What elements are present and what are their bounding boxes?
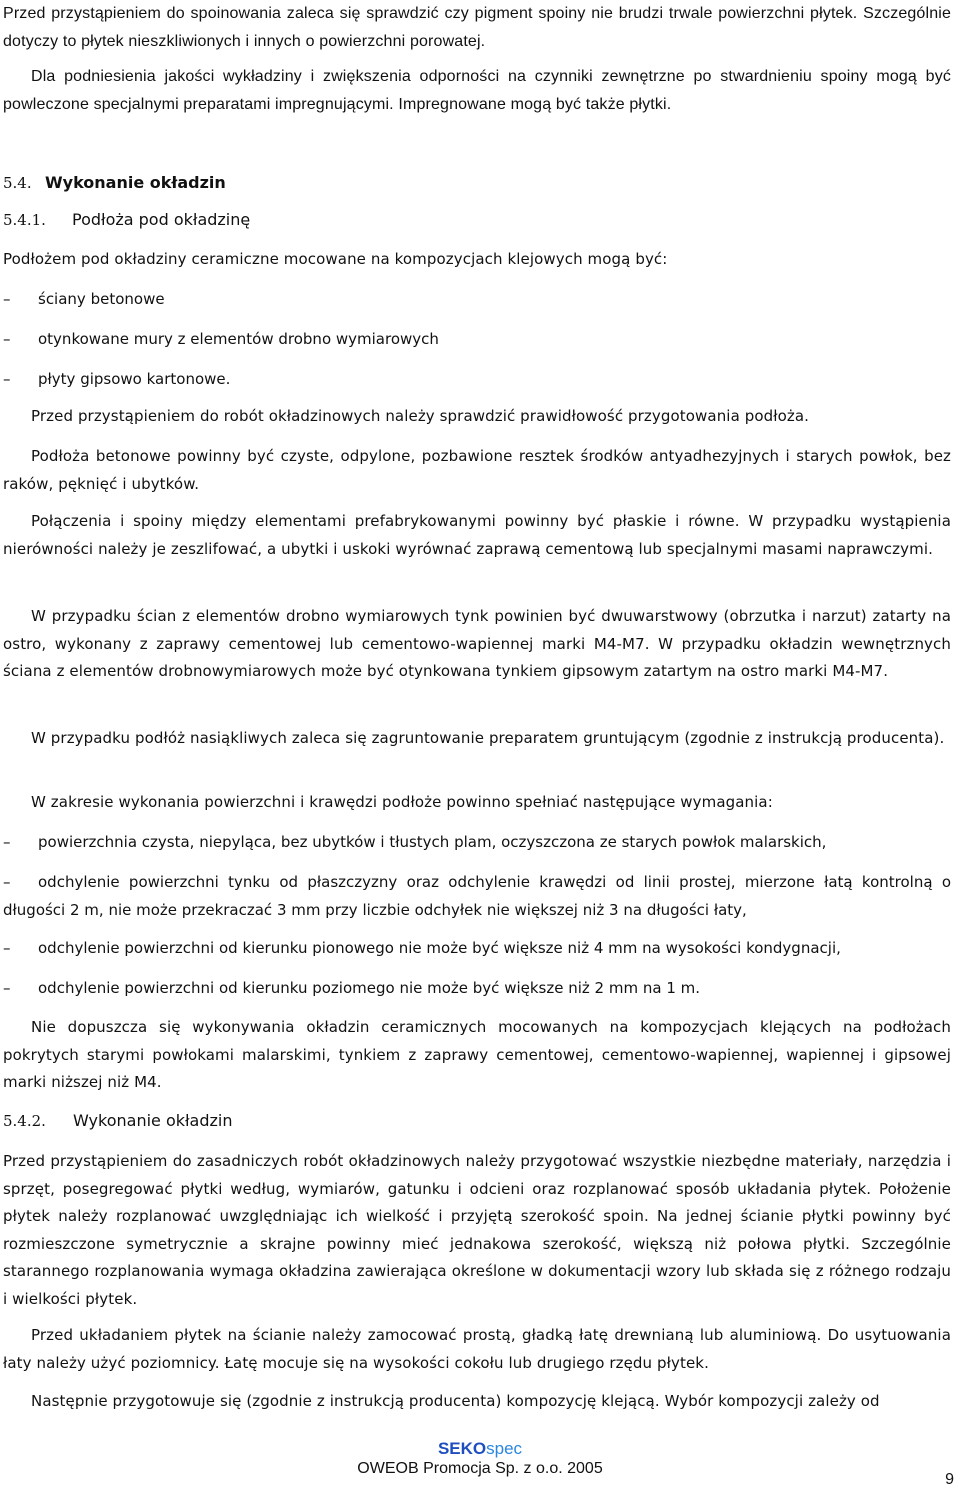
paragraph-impregnation: Dla podniesienia jakości wykładziny i zwiększenia odporności na czynniki zewnętrzne po stwardnieniu spoiny mogą być powleczone specjalnymi preparatami impregnującymi. Impregnowane mogą być także płytki. xyxy=(3,68,951,113)
list-item: – otynkowane mury z elementów drobno wymiarowych xyxy=(3,330,439,348)
list-item: – odchylenie powierzchni od kierunku poziomego nie może być większe niż 2 mm na 1 m. xyxy=(3,979,701,997)
brand-part-seko: SEKO xyxy=(437,1439,487,1458)
section-heading-5-4-1 xyxy=(3,209,250,231)
paragraph-small-element-walls: W przypadku ścian z elementów drobno wymiarowych tynk powinien być dwuwarstwowy (obrzutka i narzut) zatarty na ostro, wykonany z zaprawy cementowej lub cementowo-wapiennej marki M4-M7. W przypadku okładzin wewnętrznych ściana z elementów drobnowymiarowych może być otynkowana tynkiem gipsowym zatartym na ostro marki M4-M7. xyxy=(3,607,951,680)
list-item: – ściany betonowe xyxy=(3,290,165,308)
paragraph-preparation: Przed przystąpieniem do zasadniczych robót okładzinowych należy przygotować wszystkie niezbędne materiały, narzędzia i sprzęt, posegregować płytki według, wymiarów, gatunku i odcieni oraz rozplanować sposób układania płytek. Położenie płytek należy rozplanować uwzględniając ich wielkość i przyjętą szerokość spoin. Na jednej ścianie płytki powinny być rozmieszczone symetrycznie a skrajne powinny mieć jednakowa szerokość, większą niż połowa płytki. Szczególnie starannego rozplanowania wymaga okładzina zawierająca określone w dokumentacji wzory lub składa się z różnego rodzaju i wielkości płytek. xyxy=(3,1152,951,1308)
paragraph-substrate-intro: Podłożem pod okładziny ceramiczne mocowane na kompozycjach klejowych mogą być: xyxy=(3,250,668,268)
list-item: – płyty gipsowo kartonowe. xyxy=(3,370,231,388)
footer-brand-logo xyxy=(0,1439,960,1459)
section-title: Podłoża pod okładzinę xyxy=(72,210,251,229)
list-item: – powierzchnia czysta, niepyląca, bez ubytków i tłustych plam, oczyszczona ze starych powłok malarskich, xyxy=(3,833,827,851)
section-title: Wykonanie okładzin xyxy=(45,173,226,192)
paragraph-lath: Przed układaniem płytek na ścianie należy zamocować prostą, gładką łatę drewnianą lub aluminiową. Do usytuowania łaty należy użyć poziomnicy. Łatę mocuje się na wysokości cokołu lub drugiego rzędu płytek. xyxy=(3,1326,951,1372)
section-number: 5.4.1. xyxy=(3,211,46,229)
page-number: 9 xyxy=(945,1471,954,1488)
list-item: – odchylenie powierzchni od kierunku pionowego nie może być większe niż 4 mm na wysokości kondygnacji, xyxy=(3,939,841,957)
section-number: 5.4. xyxy=(3,174,32,192)
paragraph-pigment-check: Przed przystąpieniem do spoinowania zaleca się sprawdzić czy pigment spoiny nie brudzi trwale powierzchni płytek. Szczególnie dotyczy to płytek nieszkliwionych i innych o powierzchni porowatej. xyxy=(3,5,951,50)
section-title: Wykonanie okładzin xyxy=(73,1111,233,1130)
paragraph-adhesive: Następnie przygotowuje się (zgodnie z instrukcją producenta) kompozycję klejącą. Wybór kompozycji zależy od xyxy=(31,1392,880,1410)
paragraph-concrete-substrate: Podłoża betonowe powinny być czyste, odpylone, pozbawione resztek środków antyadhezyjnych i starych powłok, bez raków, pęknięć i ubytków. xyxy=(3,447,951,493)
section-number: 5.4.2. xyxy=(3,1112,46,1130)
paragraph-forbidden-substrates: Nie dopuszcza się wykonywania okładzin ceramicznych mocowanych na kompozycjach klejących na podłożach pokrytych starymi powłokami malarskimi, tynkiem z zaprawy cementowej, cementowo-wapiennej, wapiennej i gipsowej marki niższej niż M4. xyxy=(3,1018,951,1091)
list-item: – odchylenie powierzchni tynku od płaszczyzny oraz odchylenie krawędzi od linii prostej, mierzone łatą kontrolną o długości 2 m, nie może przekraczać 3 mm przy liczbie odchyłek nie większej niż 3 na długości łaty, xyxy=(3,873,951,919)
paragraph-requirements-intro: W zakresie wykonania powierzchni i krawędzi podłoże powinno spełniać następujące wymagania: xyxy=(31,793,773,811)
footer-company: OWEOB Promocja Sp. z o.o. 2005 xyxy=(357,1460,603,1477)
paragraph-absorbent-substrate: W przypadku podłóż nasiąkliwych zaleca się zagruntowanie preparatem gruntującym (zgodnie z instrukcją producenta). xyxy=(31,729,945,747)
paragraph-joints: Połączenia i spoiny między elementami prefabrykowanymi powinny być płaskie i równe. W przypadku wystąpienia nierówności należy je zeszlifować, a ubytki i uskoki wyrównać zaprawą cementową lub specjalnymi masami naprawczymi. xyxy=(3,512,951,558)
section-heading-5-4 xyxy=(3,172,226,194)
paragraph-check-substrate: Przed przystąpieniem do robót okładzinowych należy sprawdzić prawidłowość przygotowania podłoża. xyxy=(31,407,810,425)
brand-part-spec: spec xyxy=(486,1439,523,1458)
section-heading-5-4-2 xyxy=(3,1110,233,1132)
